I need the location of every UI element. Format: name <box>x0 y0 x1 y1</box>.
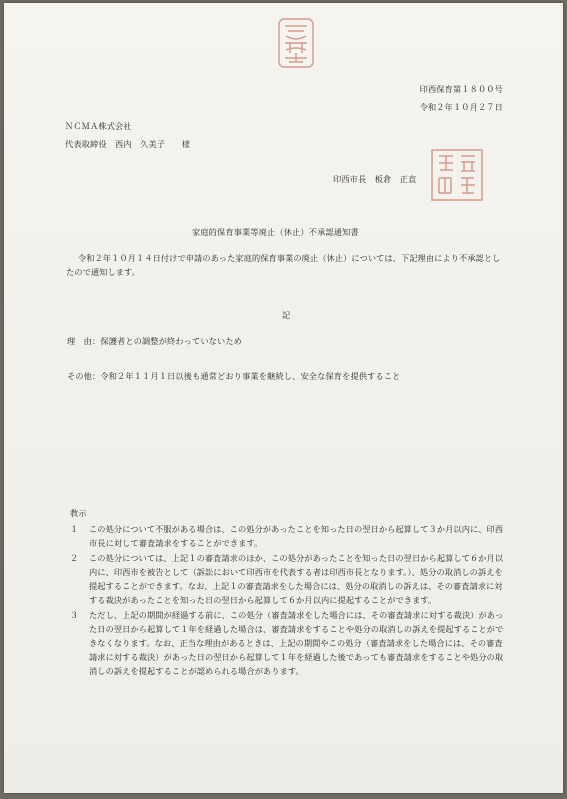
top-seal-stamp <box>276 16 316 70</box>
document-date: 令和２年１０月２７日 <box>419 102 503 112</box>
notice-item-text: この処分について不服がある場合は、この処分があったことを知った日の翌日から起算して３か月以内に、印西市長に対して審査請求をすることができます。 <box>89 524 504 548</box>
document-page <box>4 3 563 793</box>
notice-item <box>70 551 506 607</box>
notice-item <box>70 522 506 550</box>
sender-mayor: 印西市長 板倉 正直 <box>333 174 417 184</box>
notice-item-number: ３ <box>70 610 79 620</box>
notice-item-text: ただし、上記の期間が経過する前に、この処分（審査請求をした場合には、その審査請求に対する裁決）があった日の翌日から起算して１年を経過した場合は、審査請求をすることや処分の取消しの訴えを提起することができなくなります。なお、正当な理由があるときは、上記の期間やこの処分（審査請求をした場合には、その審査請求に対する裁決）があった日の翌日から起算して１年を経過した後であっても審査請求をすることや処分の取消しの訴えを提起することが認められる場合があります。 <box>89 610 504 676</box>
recipient-name: 代表取締役 西内 久美子 様 <box>65 139 191 149</box>
document-number: 印西保育第１８００号 <box>419 84 503 94</box>
reason-line: 理 由：保護者との調整が終わっていないため <box>67 336 243 346</box>
notice-item-number: ２ <box>70 553 79 563</box>
notice-item <box>70 608 506 678</box>
notice-list <box>70 522 506 678</box>
notice-heading: 教示 <box>70 508 87 518</box>
notice-item-text: この処分については、上記１の審査請求のほか、この処分があったことを知った日の翌日から起算して６か月以内に、印西市を被告として（訴訟において印西市を代表する者は印西市長となります。）、処分の取消しの訴えを提起することができます。なお、上記１の審査請求をした場合には、処分の取消しの訴えは、その審査請求に対する裁決があったことを知った日の翌日から起算して６か月以内に提起することができます。 <box>89 553 504 605</box>
recipient-company: ＮＣＭＡ株式会社 <box>65 121 132 131</box>
mayor-seal-stamp <box>429 147 485 203</box>
other-line: その他：令和２年１１月１日以後も通常どおり事業を継続し、安全な保育を提供すること <box>67 371 401 381</box>
document-title: 家庭的保育事業等廃止（休止）不承認通知書 <box>192 227 359 237</box>
ki-heading: 記 <box>282 310 291 320</box>
notice-item-number: １ <box>70 524 79 534</box>
intro-paragraph: 令和２年１０月１４日付けで申請のあった家庭的保育事業の廃止（休止）については、下記理由により不承認としたので通知します。 <box>66 253 501 277</box>
